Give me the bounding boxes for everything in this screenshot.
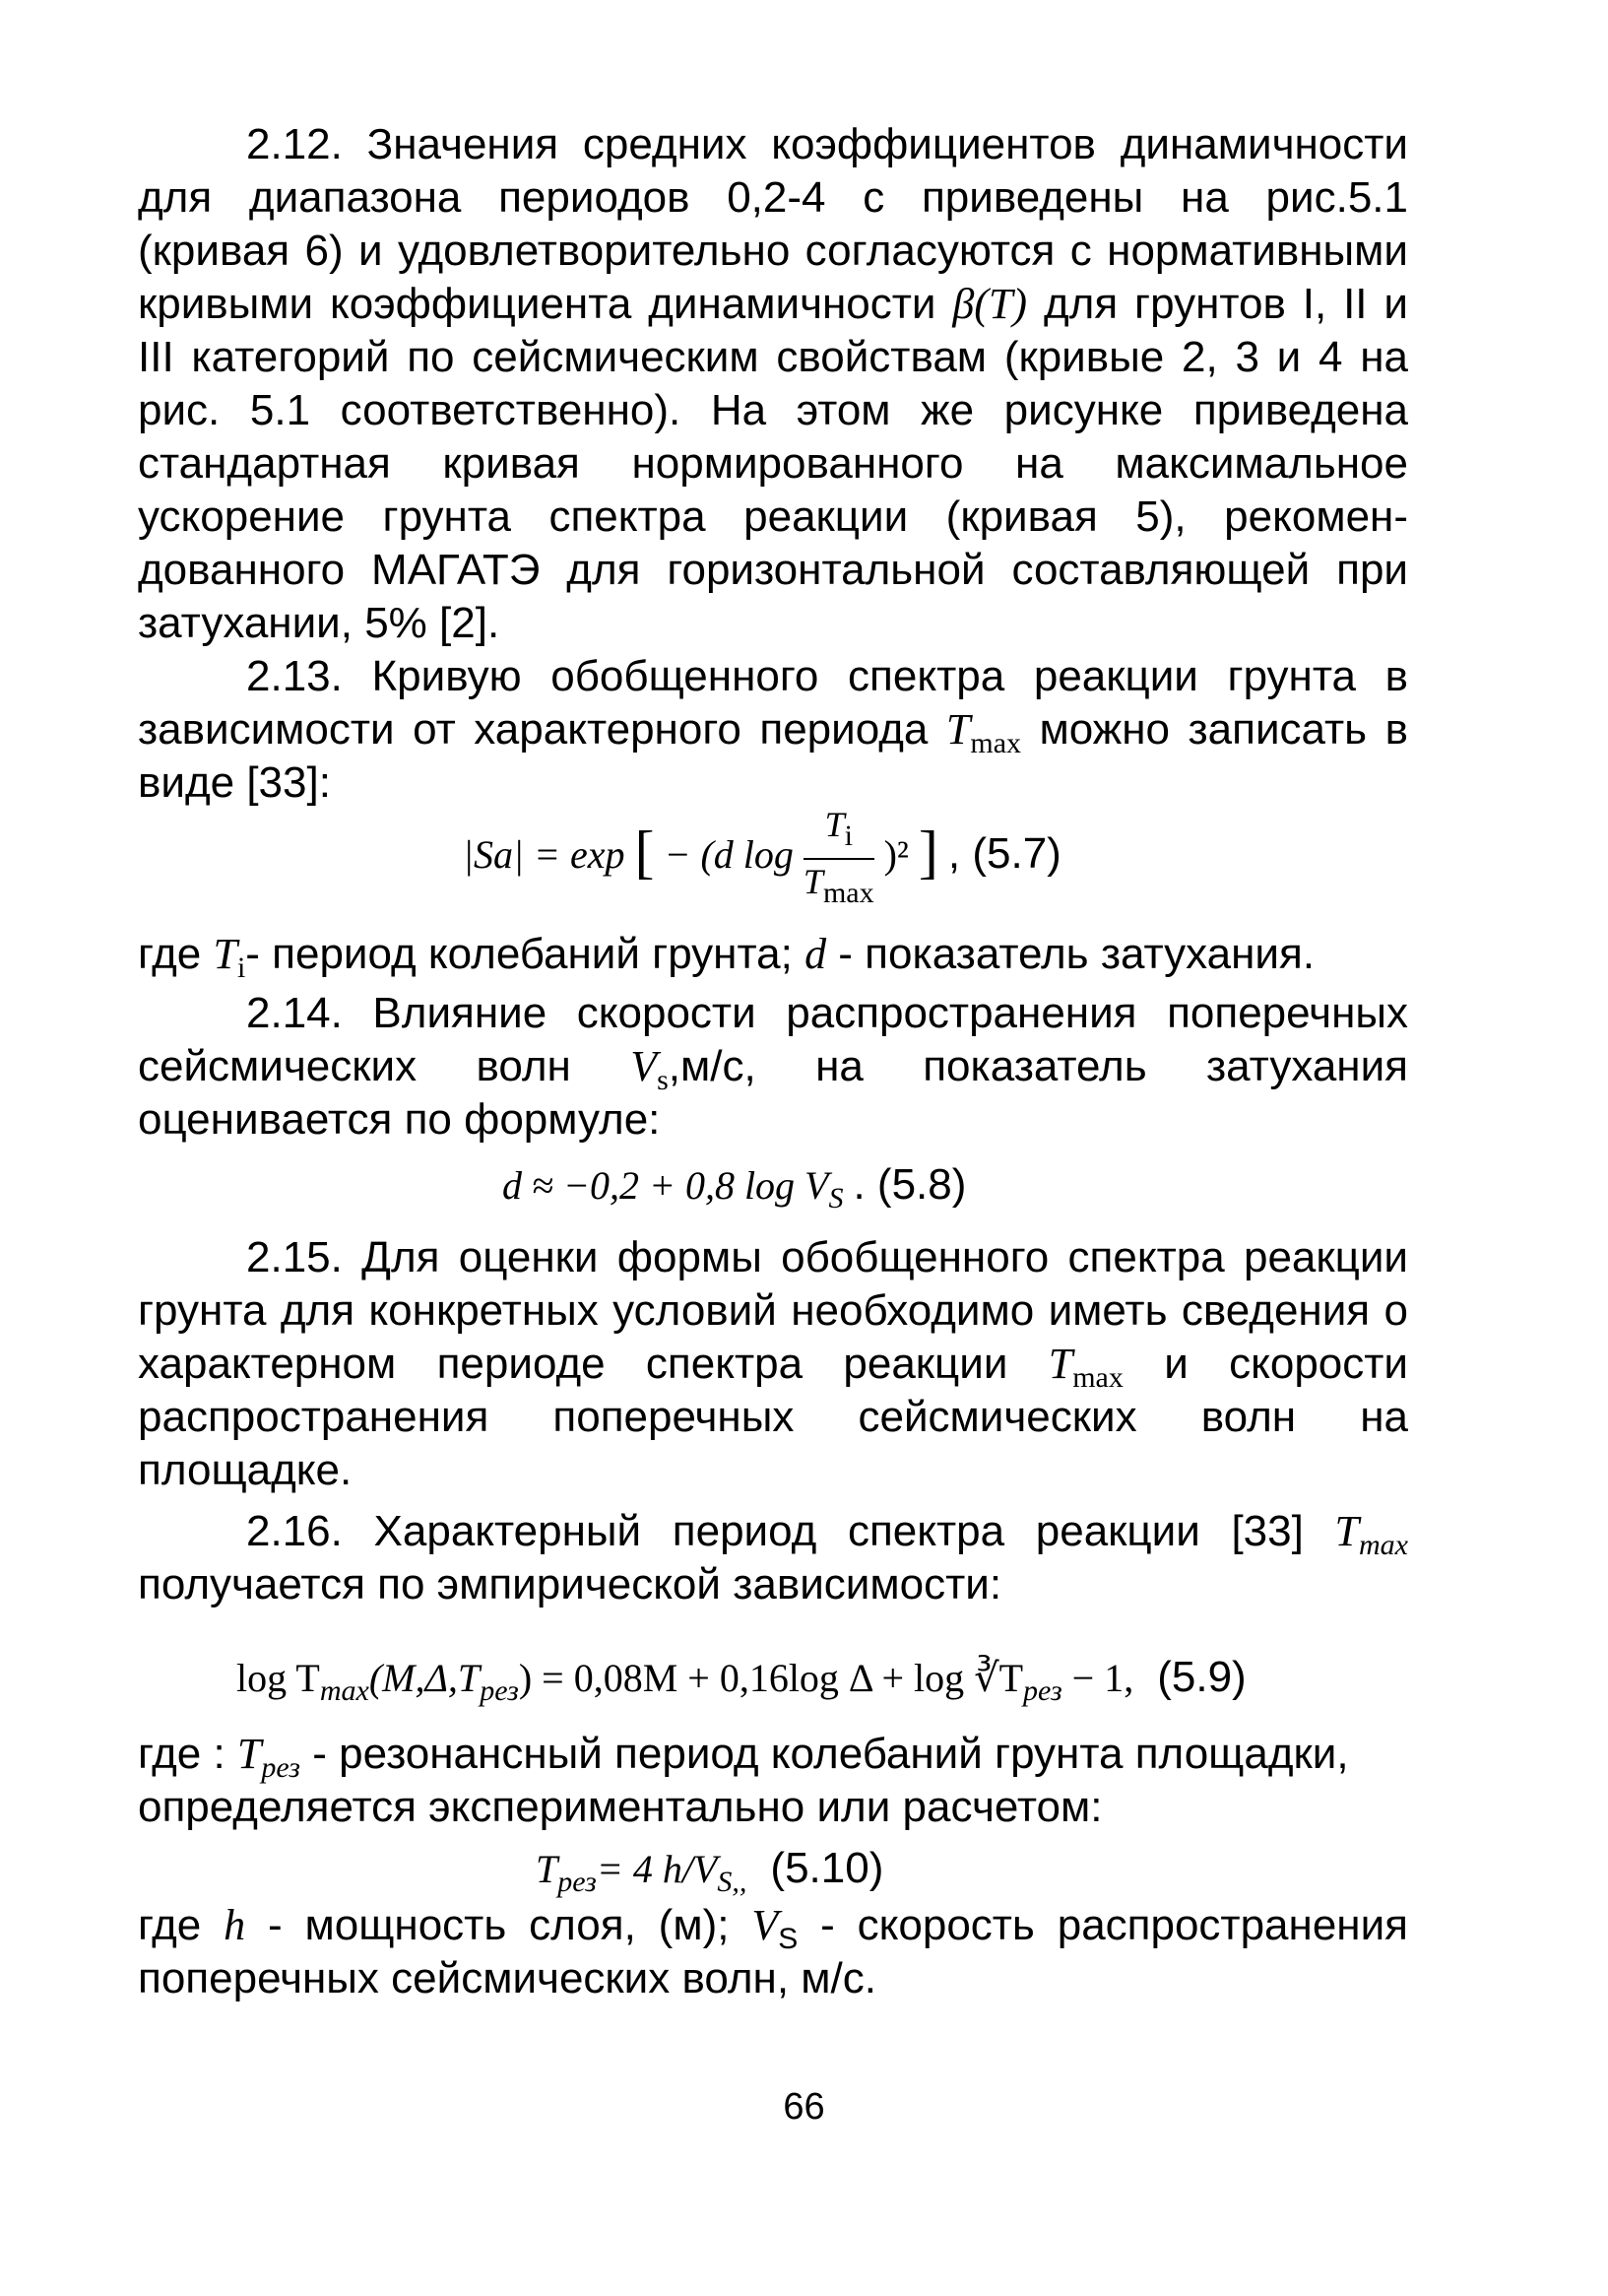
text-line: грунта для конкретных условий необходимо иметь сведения о [138,1286,1408,1335]
text-line: оценивается по формуле: [138,1095,661,1144]
text-line: (кривая 6) и удовлетворительно согласуются с нормативными [138,227,1408,275]
text-line: распространения поперечных сейсмических волн на [138,1393,1408,1441]
text-line: рис. 5.1 соответственно). На этом же рисунке приведена [138,386,1408,434]
t-rez-symbol: $T_{рез}$ [236,1730,301,1784]
equation-5-10: $T_{рез}= 4$ $h/V_{S,,}$ (5.10) [536,1844,884,1898]
t-i-symbol: $T_i$ [213,930,246,984]
text-fragment: кривыми коэффициента динамичности [138,280,936,328]
text-line: 2.13. Кривую обобщенного спектра реакции грунта в [246,652,1408,700]
t-max-symbol: $T_{max}$ [945,705,1022,759]
text-fragment: можно записать в [1039,705,1408,754]
text-line: характерном периоде спектра реакции $T_{max}$ и скорости [138,1340,1408,1394]
equation-5-7: |Sa| = exp [ − (d log $\frac{T_i}{T_{max}}$ )² ] , (5.7) [463,804,1061,909]
text-line: где h - мощность слоя, (м); $V_S$ - скорость распространения [138,1901,1408,1955]
equation-5-8: d ≈ −0,2 + 0,8 $\log V_S$ . (5.8) [502,1160,967,1214]
t-max-symbol: $T_{max}$ [1048,1340,1124,1394]
text-line: где : $T_{рез}$ - резонансный период колебаний грунта площадки, [138,1730,1349,1784]
text-line: 2.14. Влияние скорости распространения поперечных [246,989,1408,1037]
text-line: стандартная кривая нормированного на максимальное [138,439,1408,488]
text-line [138,280,1408,329]
text-line: III категорий по сейсмическим свойствам (кривые 2, 3 и 4 на [138,333,1408,381]
v-s-symbol: $V_S$ [751,1901,799,1955]
text-fragment: для грунтов I, II и [1043,280,1408,328]
text-line: дованного МАГАТЭ для горизонтальной составляющей при [138,546,1408,594]
page-number: 66 [783,2086,825,2128]
text-line: 2.12. Значения средних коэффициентов динамичности [246,120,1408,168]
text-line: поперечных сейсмических волн, м/с. [138,1954,876,2002]
text-fragment: зависимости от характерного периода [138,705,929,754]
beta-symbol: β(T) [952,280,1028,328]
text-line: виде [33]: [138,758,331,807]
text-line: ускорение грунта спектра реакции (кривая 5), рекомен- [138,492,1408,541]
v-s-symbol: $V_s$ [630,1042,669,1096]
t-max-symbol: $T_{max}$ [1334,1507,1408,1561]
text-line: для диапазона периодов 0,2-4 с приведены на рис.5.1 [138,173,1408,222]
text-line: 2.16. Характерный период спектра реакции [33] $T_{max}$ [246,1507,1408,1561]
text-line: затухании, 5% [2]. [138,599,500,647]
text-line: сейсмических волн $V_s,м/с$, на показатель затухания [138,1042,1408,1096]
d-symbol: d [804,930,827,978]
text-line: определяется экспериментально или расчетом: [138,1783,1103,1831]
text-line: где $T_i-$ период колебаний грунта; d - показатель затухания. [138,930,1316,984]
equation-5-9: $\log T_{max}(M,\Delta,T_{рез}) = 0,08M + 0,16\log$ $\Delta + \log ∛T_{рез} - 1$, (5.9) [236,1653,1247,1707]
text-line: получается по эмпирической зависимости: [138,1560,1002,1608]
text-line: 2.15. Для оценки формы обобщенного спектра реакции [246,1233,1408,1281]
text-line: площадке. [138,1446,353,1494]
h-symbol: h [224,1901,246,1949]
